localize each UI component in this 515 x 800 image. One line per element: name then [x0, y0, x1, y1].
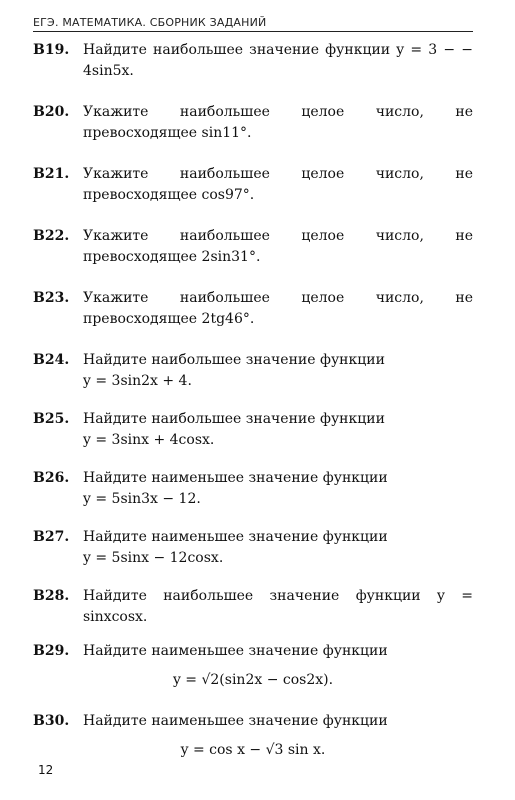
task-text: Найдите наименьшее значение функции	[83, 643, 388, 659]
task-formula: y = 5sinx − 12cosx.	[83, 550, 224, 566]
task-formula: y = 3sin2x + 4.	[83, 373, 192, 389]
task-text: Укажите наибольшее целое число, не превосходящее cos97°.	[83, 166, 473, 203]
task-b19	[33, 40, 473, 82]
task-text: Найдите наименьшее значение функции	[83, 713, 388, 729]
task-text: Найдите наименьшее значение функции	[83, 470, 388, 486]
task-text: Найдите наибольшее значение функции	[83, 411, 385, 427]
task-text: Найдите наибольшее значение функции y = 3 − − 4sin5x.	[83, 42, 473, 79]
task-b27	[33, 527, 473, 569]
task-number: В24.	[33, 352, 70, 368]
task-formula: y = √2(sin2x − cos2x).	[172, 672, 334, 688]
task-formula: y = cos x − √3 sin x.	[180, 742, 326, 758]
task-b21	[33, 164, 473, 206]
task-number: В28.	[33, 588, 70, 604]
task-number: В27.	[33, 529, 70, 545]
task-number: В25.	[33, 411, 70, 427]
task-list	[33, 40, 473, 761]
task-b25	[33, 409, 473, 451]
task-number: В30.	[33, 713, 70, 729]
task-b26	[33, 468, 473, 510]
task-number: В26.	[33, 470, 70, 486]
task-b24	[33, 350, 473, 392]
task-b20	[33, 102, 473, 144]
header-rule	[33, 31, 473, 32]
header-title: ЕГЭ. МАТЕМАТИКА. СБОРНИК ЗАДАНИЙ	[33, 16, 267, 29]
task-number: В23.	[33, 290, 70, 306]
task-text: Найдите наибольшее значение функции y = sinxcosx.	[83, 588, 473, 625]
page-number: 12	[38, 763, 54, 777]
task-text: Укажите наибольшее целое число, не превосходящее 2tg46°.	[83, 290, 473, 327]
task-b22	[33, 226, 473, 268]
running-header	[33, 16, 473, 34]
task-number: В22.	[33, 228, 70, 244]
task-formula: y = 5sin3x − 12.	[83, 491, 201, 507]
task-text: Укажите наибольшее целое число, не превосходящее 2sin31°.	[83, 228, 473, 265]
task-b29	[33, 641, 473, 691]
task-text: Укажите наибольшее целое число, не превосходящее sin11°.	[83, 104, 473, 141]
task-number: В20.	[33, 104, 70, 120]
task-number: В21.	[33, 166, 70, 182]
task-b23	[33, 288, 473, 330]
task-number: В29.	[33, 643, 70, 659]
task-formula: y = 3sinx + 4cosx.	[83, 432, 215, 448]
task-text: Найдите наименьшее значение функции	[83, 529, 388, 545]
task-number: В19.	[33, 42, 70, 58]
task-text: Найдите наибольшее значение функции	[83, 352, 385, 368]
task-b30	[33, 711, 473, 761]
task-b28	[33, 586, 473, 628]
